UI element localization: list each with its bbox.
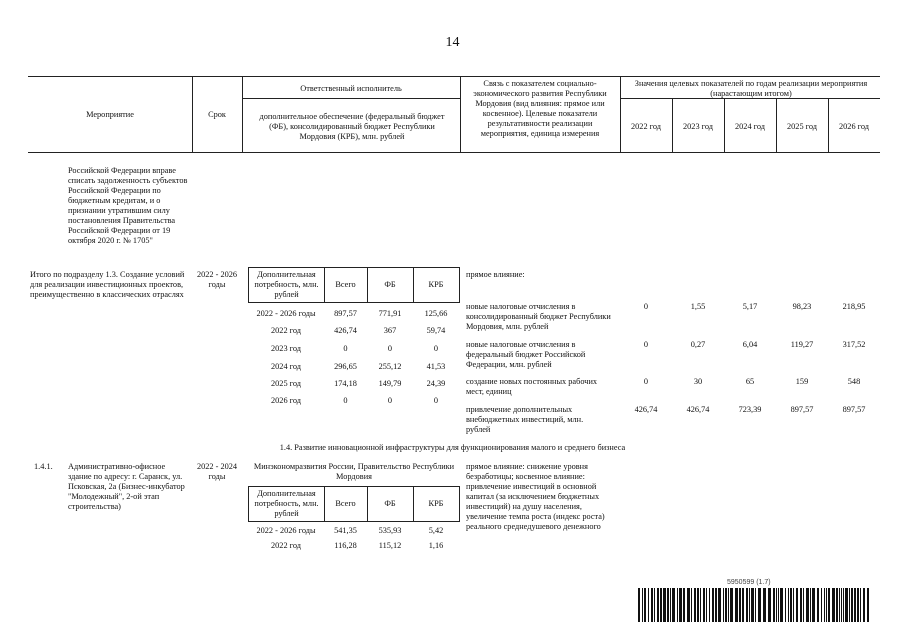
header-divider bbox=[620, 76, 621, 152]
subtotal-influence: прямое влияние: bbox=[466, 270, 525, 279]
header-funding: дополнительное обеспечение (федеральный бюджет (ФБ), консолидированный бюджет Республики Мордовия (КРБ), млн. рублей bbox=[259, 112, 445, 141]
header-values: Значения целевых показателей по годам реализации мероприятия (нарастающим итогом) bbox=[634, 79, 868, 98]
indicator-value: 6,04 bbox=[742, 340, 758, 349]
indicator-value: 723,39 bbox=[738, 405, 762, 414]
continued-text: Российской Федерации вправе списать задолженность субъектов Российской Федерации по бюджетным кредитам, и о признании утратившим силу постановления Правительства Российской Федерации от 19 октября 2020 г. № 1705" bbox=[68, 166, 188, 245]
barcode-number: 5950599 (1.7) bbox=[727, 579, 771, 586]
indicator-name: привлечение дополнительных внебюджетных инвестиций, млн. рублей bbox=[466, 405, 584, 434]
header-bottom-line bbox=[28, 152, 880, 153]
indicator-name: новые налоговые отчисления в консолидированный бюджет Республики Мордовия, млн. рублей bbox=[466, 302, 611, 331]
header-year-2025: 2025 год bbox=[787, 122, 817, 131]
funding-header-fb: ФБ bbox=[384, 280, 396, 289]
indicator-value: 548 bbox=[847, 377, 861, 386]
header-year-2024: 2024 год bbox=[735, 122, 765, 131]
item-title: Административно-офисное здание по адресу: г. Саранск, ул. Псковская, 2а (Бизнес-инкубатор "Молодежный", 2-ой этап строительства) bbox=[68, 462, 185, 511]
indicator-value: 119,27 bbox=[790, 340, 814, 349]
indicator-value: 317,52 bbox=[842, 340, 866, 349]
item-funding-table bbox=[248, 486, 460, 522]
indicator-value: 65 bbox=[745, 377, 755, 386]
header-year-2023: 2023 год bbox=[683, 122, 713, 131]
indicator-value: 1,55 bbox=[690, 302, 706, 311]
funding-header-krb: КРБ bbox=[428, 499, 444, 508]
header-measure: Мероприятие bbox=[86, 110, 134, 119]
indicator-value: 218,95 bbox=[842, 302, 866, 311]
header-divider bbox=[460, 76, 461, 152]
indicator-value: 5,17 bbox=[742, 302, 758, 311]
header-top-line bbox=[28, 76, 880, 77]
barcode-image bbox=[638, 588, 870, 622]
header-link: Связь с показателем социально-экономического развития Республики Мордовия (вид влияния: прямое или косвенное). Целевые показатели результативности реализации мероприятия, единица измерения bbox=[473, 79, 607, 138]
indicator-value: 0 bbox=[643, 377, 649, 386]
header-responsible: Ответственный исполнитель bbox=[300, 84, 402, 93]
funding-header-need: Дополнительная потребность, млн. рублей bbox=[254, 270, 319, 299]
subtotal-title: Итого по подразделу 1.3. Создание условий для реализации инвестиционных проектов, преимущественно в классических отраслях bbox=[30, 270, 185, 299]
indicator-value: 426,74 bbox=[686, 405, 710, 414]
funding-header-fb: ФБ bbox=[384, 499, 396, 508]
indicator-value: 897,57 bbox=[790, 405, 814, 414]
funding-header-total: Всего bbox=[335, 280, 356, 289]
indicator-name: новые налоговые отчисления в федеральный бюджет Российской Федерации, млн. рублей bbox=[466, 340, 586, 369]
header-term: Срок bbox=[208, 110, 226, 119]
item-number: 1.4.1. bbox=[34, 462, 53, 471]
subtotal-term: 2022 - 2026 годы bbox=[196, 270, 238, 289]
indicator-value: 897,57 bbox=[842, 405, 866, 414]
funding-header-total: Всего bbox=[335, 499, 356, 508]
section-title: 1.4. Развитие инновационной инфраструктуры для функционирования малого и среднего бизнеса bbox=[279, 443, 626, 452]
subtotal-funding-table bbox=[248, 267, 460, 303]
header-year-2026: 2026 год bbox=[839, 122, 869, 131]
funding-header-krb: КРБ bbox=[428, 280, 444, 289]
indicator-value: 0 bbox=[643, 340, 649, 349]
item-responsible: Минэкономразвития России, Правительство Республики Мордовия bbox=[253, 462, 455, 481]
indicator-name: создание новых постоянных рабочих мест, единиц bbox=[466, 377, 598, 396]
header-year-2022: 2022 год bbox=[631, 122, 661, 131]
item-term: 2022 - 2024 годы bbox=[196, 462, 238, 481]
indicator-value: 0,27 bbox=[690, 340, 706, 349]
indicator-value: 30 bbox=[693, 377, 703, 386]
page-number: 14 bbox=[445, 35, 460, 50]
indicator-value: 98,23 bbox=[792, 302, 812, 311]
indicator-value: 426,74 bbox=[634, 405, 658, 414]
item-influence: прямое влияние: снижение уровня безработицы; косвенное влияние: привлечение инвестиций в основной капитал (за исключением бюджетных инвестиций) на душу населения, увеличение темпа роста (индекс роста) реального среднедушевого денежного bbox=[466, 462, 605, 531]
funding-header-need: Дополнительная потребность, млн. рублей bbox=[254, 489, 319, 518]
header-mid-line-responsible bbox=[242, 98, 460, 99]
indicator-value: 0 bbox=[643, 302, 649, 311]
indicator-value: 159 bbox=[795, 377, 809, 386]
